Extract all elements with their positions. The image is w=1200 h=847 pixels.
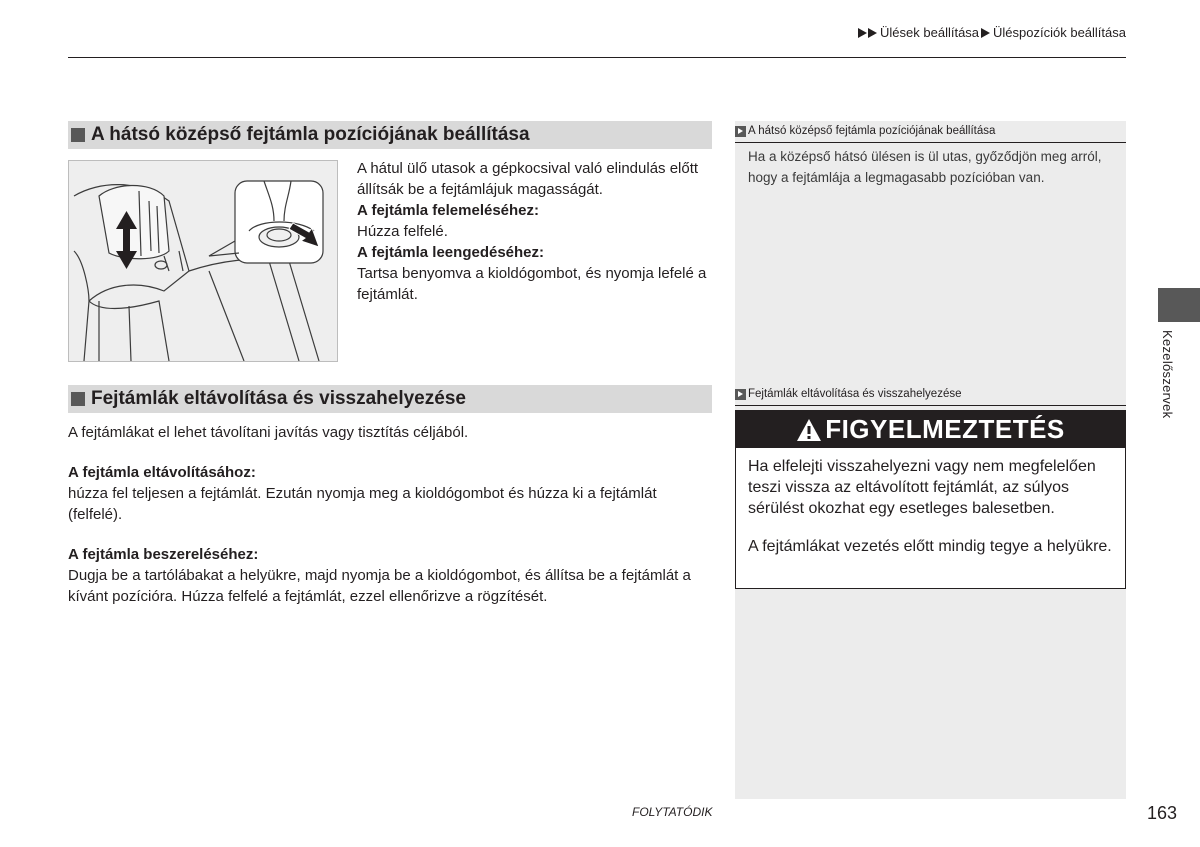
warning-triangle-icon [796,418,822,442]
section-square-icon [71,392,85,406]
headrest-drawing [69,161,338,362]
remove-text: húzza fel teljesen a fejtámlát. Ezután nyomja meg a kioldógombot és húzza ki a fejtámlát (felfelé). [68,485,657,523]
install-heading: A fejtámla beszereléséhez: [68,546,259,563]
raise-heading: A fejtámla felemeléséhez: [357,202,540,219]
section-title: A hátsó középső fejtámla pozíciójának beállítása [91,124,530,145]
section2-intro: A fejtámlákat el lehet távolítani javítás vagy tisztítás céljából. [68,424,469,441]
warning-body [748,456,1116,557]
warning-header [736,411,1125,448]
breadcrumb-arrow-icon [858,28,867,38]
side-note-heading [735,125,1126,137]
note-arrow-icon [735,389,746,400]
breadcrumb-item[interactable]: Ülések beállítása [880,25,980,40]
section-heading [68,385,712,413]
section1-intro: A hátul ülő utasok a gépkocsival való elindulás előtt állítsák be a fejtámlájuk magasságát. [357,160,699,198]
remove-heading: A fejtámla eltávolításához: [68,464,256,481]
note-arrow-icon [735,126,746,137]
install-text: Dugja be a tartólábakat a helyükre, majd nyomja be a kioldógombot, és állítsa be a fejtámlát a kívánt pozícióra. Húzza felfelé a fejtámlát, ezzel ellenőrizve a rögzítését. [68,567,691,605]
chapter-tab-label: Kezelőszervek [1160,330,1175,419]
page-number: 163 [1147,803,1178,823]
warning-box [735,410,1126,589]
section-heading [68,121,712,149]
raise-text: Húzza felfelé. [357,223,448,240]
side-note-text: Ha a középső hátsó ülésen is ül utas, győződjön meg arról, hogy a fejtámlája a legmagasabb pozícióban van. [748,149,1102,185]
headrest-illustration [68,160,338,362]
breadcrumb-arrow-icon [868,28,877,38]
warning-text: A fejtámlákat vezetés előtt mindig tegye a helyükre. [748,538,1112,555]
side-note-heading [735,388,1126,400]
breadcrumb-item[interactable]: Üléspozíciók beállítása [993,25,1126,40]
lower-text: Tartsa benyomva a kioldógombot, és nyomja lefelé a fejtámlát. [357,265,707,303]
continued-label: FOLYTATÓDIK [632,805,713,819]
side-rule [735,142,1126,143]
side-note-heading-text: A hátsó középső fejtámla pozíciójának beállítása [748,125,996,137]
warning-text: Ha elfelejti visszahelyezni vagy nem megfelelően teszi vissza az eltávolított fejtámlát, az súlyos sérülést okozhat egy esetleges balesetben. [748,458,1096,517]
breadcrumb-arrow-icon [981,28,990,38]
header-rule [68,57,1126,58]
section1-body [357,158,712,305]
warning-title: FIGYELMEZTETÉS [825,414,1065,444]
side-rule [735,405,1126,406]
section2-body [68,422,712,607]
breadcrumb [858,25,1126,40]
chapter-tab[interactable] [1158,288,1200,322]
side-note-heading-text: Fejtámlák eltávolítása és visszahelyezése [748,388,962,400]
section-square-icon [71,128,85,142]
lower-heading: A fejtámla leengedéséhez: [357,244,545,261]
section-title: Fejtámlák eltávolítása és visszahelyezése [91,388,466,409]
